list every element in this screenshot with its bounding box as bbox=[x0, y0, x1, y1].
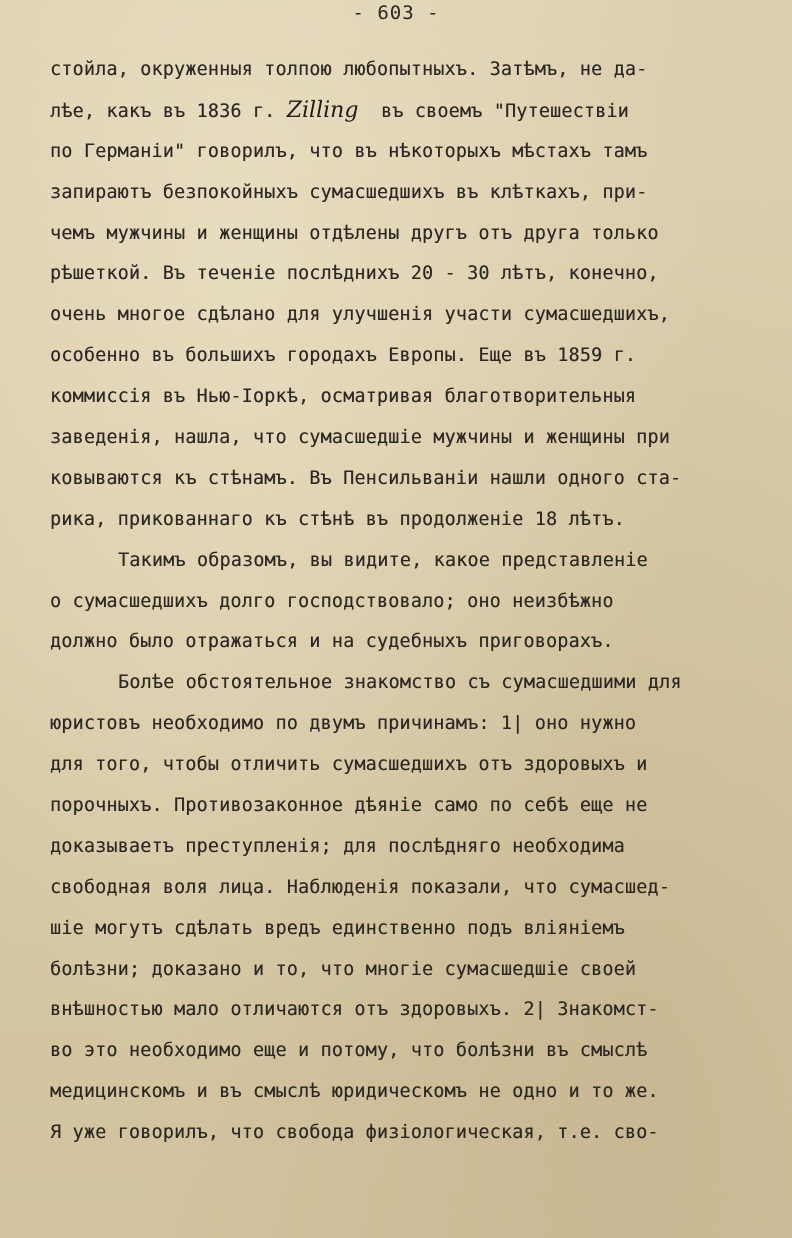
text-line bbox=[50, 91, 765, 132]
body-text bbox=[50, 50, 765, 1154]
text-line: во это необходимо еще и потому, что болѣзни въ смыслѣ bbox=[50, 1040, 648, 1062]
paragraph-start-line: Такимъ образомъ, вы видите, какое представленіе bbox=[118, 549, 648, 571]
text-line: коммиссія въ Нью-Іоркѣ, осматривая благотворительныя bbox=[50, 386, 637, 408]
text-line: должно было отражаться и на судебныхъ приговорахъ. bbox=[50, 631, 614, 653]
text-line: рика, прикованнаго къ стѣнѣ въ продолженіе 18 лѣтъ. bbox=[50, 508, 625, 530]
paragraph-start-line: Болѣе обстоятельное знакомство съ сумасшедшими для bbox=[118, 672, 682, 694]
text-line: внѣшностью мало отличаются отъ здоровыхъ. 2| Знакомст- bbox=[50, 999, 659, 1021]
text-line: запираютъ безпокойныхъ сумасшедшихъ въ клѣткахъ, при- bbox=[50, 181, 648, 203]
text-line: рѣшеткой. Въ теченіе послѣднихъ 20 - 30 лѣтъ, конечно, bbox=[50, 263, 659, 285]
text-line: доказываетъ преступленія; для послѣдняго необходима bbox=[50, 835, 625, 857]
text-line: порочныхъ. Противозаконное дѣяніе само по себѣ еще не bbox=[50, 795, 648, 817]
text-line: очень многое сдѣлано для улучшенія участи сумасшедшихъ, bbox=[50, 304, 670, 326]
text-line: медицинскомъ и въ смыслѣ юридическомъ не одно и то же. bbox=[50, 1081, 659, 1103]
text-line: юристовъ необходимо по двумъ причинамъ: 1| оно нужно bbox=[50, 713, 637, 735]
text-line: чемъ мужчины и женщины отдѣлены другъ отъ друга только bbox=[50, 222, 659, 244]
text-line: шіе могутъ сдѣлать вредъ единственно подъ вліяніемъ bbox=[50, 917, 625, 939]
page-number: - 603 - bbox=[352, 2, 440, 24]
text-line: о сумасшедшихъ долго господствовало; оно неизбѣжно bbox=[50, 590, 614, 612]
text-line: для того, чтобы отличить сумасшедшихъ отъ здоровыхъ и bbox=[50, 754, 648, 776]
text-line: болѣзни; доказано и то, что многіе сумасшедшіе своей bbox=[50, 958, 637, 980]
text-line: заведенія, нашла, что сумасшедшіе мужчины и женщины при bbox=[50, 427, 670, 449]
text-line: Я уже говорилъ, что свобода физіологическая, т.е. сво- bbox=[50, 1122, 659, 1144]
text-line: свободная воля лица. Наблюденія показали, что сумасшед- bbox=[50, 876, 670, 898]
text-line: особенно въ большихъ городахъ Европы. Еще въ 1859 г. bbox=[50, 345, 637, 367]
text-line: по Германіи" говорилъ, что въ нѣкоторыхъ мѣстахъ тамъ bbox=[50, 140, 648, 162]
handwritten-name: Zilling bbox=[286, 97, 359, 123]
text-line: стойла, окруженныя толпою любопытныхъ. Затѣмъ, не да- bbox=[50, 59, 648, 80]
text-line: ковываются къ стѣнамъ. Въ Пенсильваніи нашли одного ста- bbox=[50, 467, 682, 489]
text-segment: лѣе, какъ въ 1836 г. bbox=[50, 100, 276, 122]
text-segment: въ своемъ "Путешествіи bbox=[380, 100, 629, 122]
